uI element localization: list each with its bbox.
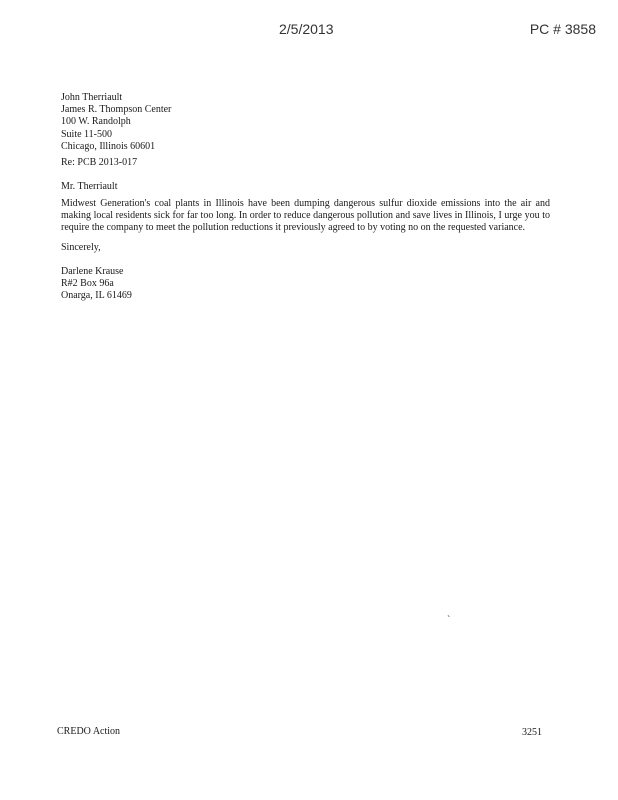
signer-street: R#2 Box 96a bbox=[61, 278, 114, 290]
recipient-address bbox=[61, 92, 171, 153]
header-pc-number: PC # 3858 bbox=[529, 21, 596, 37]
recipient-suite: Suite 11-500 bbox=[61, 128, 113, 140]
letter-body: Midwest Generation's coal plants in Illinois have been dumping dangerous sulfur dioxide emissions into the air and making local residents sick for far too long. In order to reduce dangerous pollution and save lives in Illinois, I urge you to require the company to meet the pollution reductions it previously agreed to by voting no on the requested variance. bbox=[61, 198, 550, 234]
footer-organization: CREDO Action bbox=[57, 726, 121, 737]
closing: Sincerely, bbox=[61, 242, 101, 253]
salutation: Mr. Therriault bbox=[61, 181, 118, 192]
footer-page-number: 3251 bbox=[522, 727, 542, 738]
recipient-street: 100 W. Randolph bbox=[61, 116, 131, 128]
reference-line: Re: PCB 2013-017 bbox=[61, 157, 138, 168]
signer-city: Onarga, IL 61469 bbox=[61, 290, 132, 302]
recipient-building: James R. Thompson Center bbox=[61, 104, 172, 116]
recipient-city: Chicago, Illinois 60601 bbox=[61, 140, 156, 152]
signer-name: Darlene Krause bbox=[61, 266, 124, 277]
header-date: 2/5/2013 bbox=[279, 21, 334, 37]
signature-block bbox=[61, 266, 132, 303]
stray-mark: ` bbox=[447, 615, 451, 626]
recipient-name: John Therriault bbox=[61, 92, 123, 103]
